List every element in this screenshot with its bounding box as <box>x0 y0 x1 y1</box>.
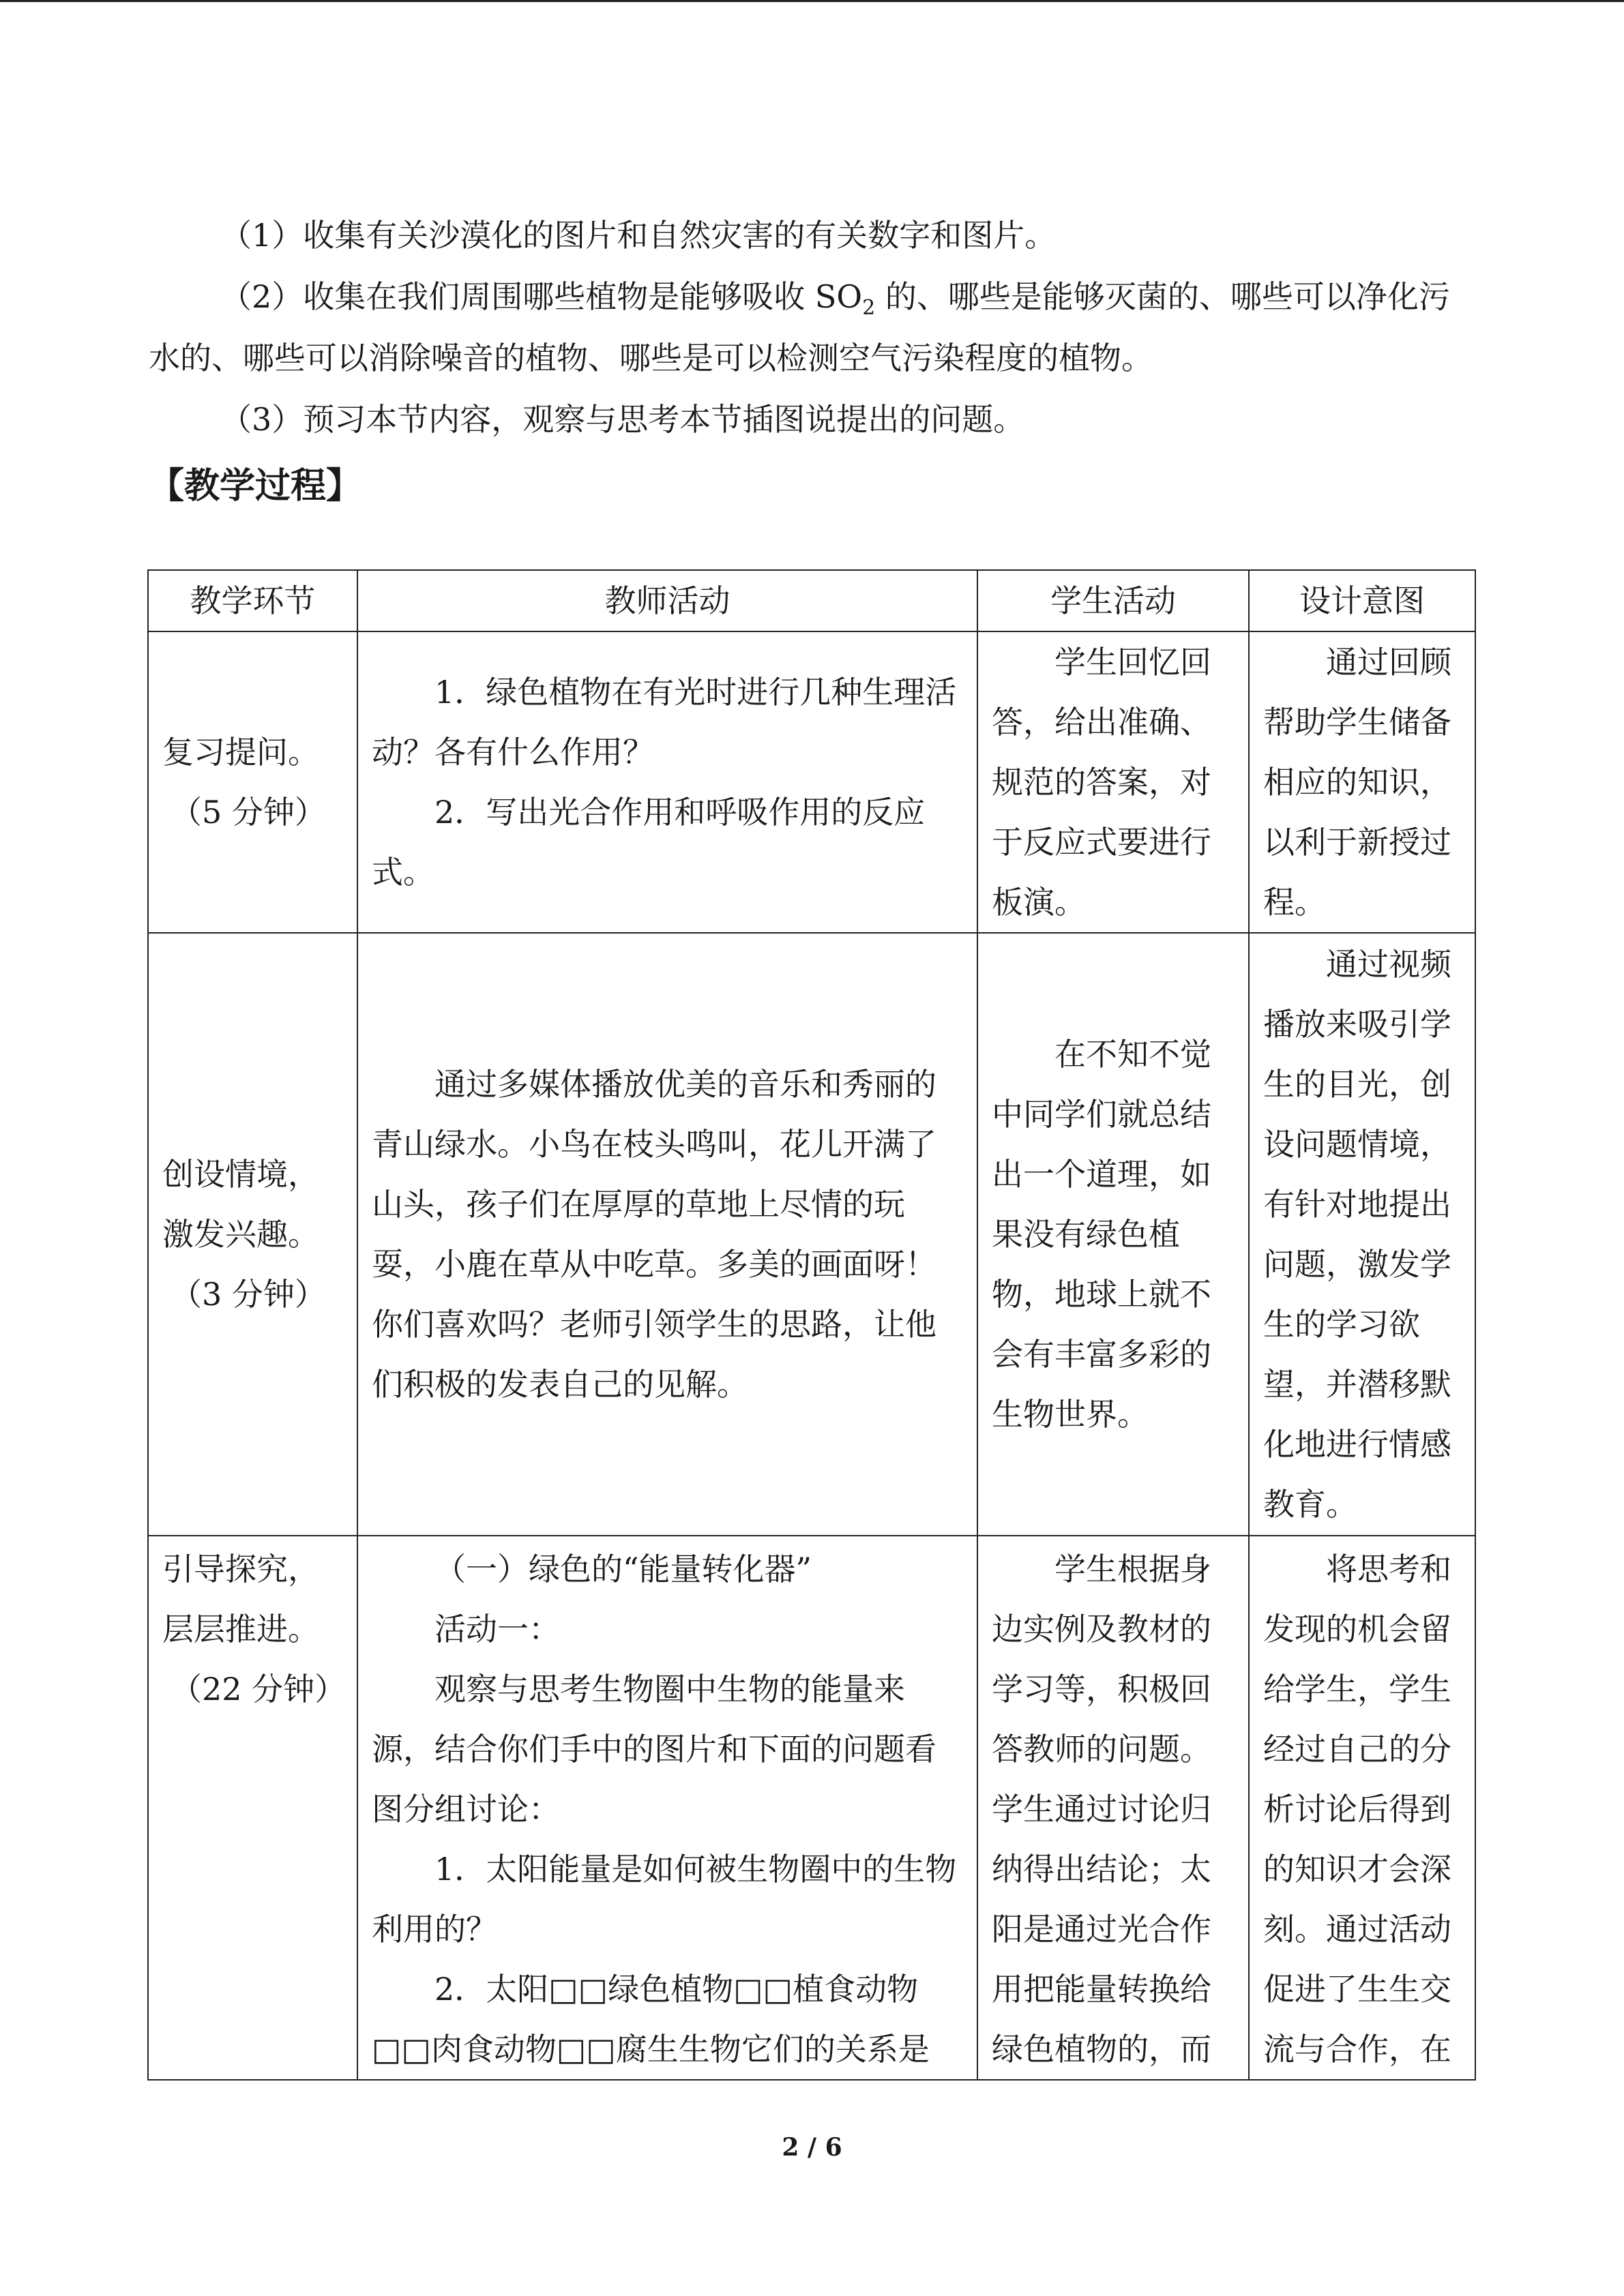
col-header-teacher: 教师活动 <box>357 570 977 631</box>
teacher-cell <box>357 1536 977 2080</box>
prep-item-1: （1）收集有关沙漠化的图片和自然灾害的有关数字和图片。 <box>220 217 1057 254</box>
teacher-paragraph: 1．太阳能量是如何被生物圈中的生物利用的？ <box>372 1851 957 1948</box>
col-header-stage: 教学环节 <box>148 570 357 631</box>
stage-line: 复习提问。 <box>162 734 319 771</box>
stage-line: 引导探究， <box>162 1551 319 1587</box>
student-cell <box>977 1536 1249 2080</box>
stage-line: 层层推进。 <box>162 1611 319 1648</box>
stage-line: （3 分钟） <box>171 1276 326 1313</box>
student-cell <box>977 933 1249 1536</box>
stage-cell <box>148 631 357 933</box>
so2-subscript: 2 <box>862 296 876 320</box>
teacher-paragraph: 通过多媒体播放优美的音乐和秀丽的青山绿水。小鸟在枝头鸣叫，花儿开满了山头，孩子们在厚厚的草地上尽情的玩耍，小鹿在草从中吃草。多美的画面呀！你们喜欢吗？老师引领学生的思路，让他们积极的发表自己的见解。 <box>372 1066 936 1403</box>
lesson-table <box>147 569 1476 2081</box>
stage-line: （5 分钟） <box>171 794 326 831</box>
student-paragraph: 学生根据身边实例及教材的学习等，积极回答教师的问题。学生通过讨论归纳得出结论；太阳是通过光合作用把能量转换给绿色植物的，而 <box>992 1551 1211 2068</box>
prep-item-2-part2: 的、哪些是能够灭菌的、哪些可以净化污水的、哪些可以消除噪音的植物、哪些是可以检测空气污染程度的植物。 <box>149 278 1450 376</box>
intent-paragraph: 通过回顾帮助学生储备相应的知识，以利于新授过程。 <box>1263 644 1451 921</box>
stage-cell <box>148 1536 357 2080</box>
section-heading: 【教学过程】 <box>149 465 362 507</box>
table-row <box>148 631 1475 933</box>
preparation-list <box>149 205 1479 450</box>
table-row <box>148 933 1475 1536</box>
stage-line: （22 分钟） <box>171 1671 346 1708</box>
col-header-student: 学生活动 <box>977 570 1249 631</box>
prep-item-2 <box>149 266 1479 389</box>
table-header-row <box>148 570 1475 631</box>
intent-cell <box>1249 1536 1475 2080</box>
intent-paragraph: 将思考和发现的机会留给学生，学生经过自己的分析讨论后得到的知识才会深刻。通过活动促进了生生交流与合作，在 <box>1263 1551 1451 2068</box>
intent-paragraph: 通过视频播放来吸引学生的目光，创设问题情境，有针对地提出问题，激发学生的学习欲望，并潜移默化地进行情感教育。 <box>1263 946 1451 1523</box>
teacher-cell <box>357 933 977 1536</box>
teacher-paragraph: （一）绿色的“能量转化器” <box>434 1551 812 1587</box>
student-paragraph: 在不知不觉中同学们就总结出一个道理，如果没有绿色植物，地球上就不会有丰富多彩的生物世界。 <box>992 1036 1211 1433</box>
so2-formula: $SO_2$ <box>814 278 876 320</box>
intent-cell <box>1249 933 1475 1536</box>
student-cell <box>977 631 1249 933</box>
page-number: 2 / 6 <box>782 2133 842 2162</box>
stage-line: 创设情境， <box>162 1156 319 1193</box>
intent-cell <box>1249 631 1475 933</box>
prep-item-2-part1: （2）收集在我们周围哪些植物是能够吸收 <box>220 278 815 315</box>
stage-cell <box>148 933 357 1536</box>
table-row <box>148 1536 1475 2080</box>
teacher-cell <box>357 631 977 933</box>
teacher-paragraph: 1．绿色植物在有光时进行几种生理活动？各有什么作用？ <box>372 674 957 771</box>
student-paragraph: 学生回忆回答，给出准确、规范的答案，对于反应式要进行板演。 <box>992 644 1211 921</box>
teacher-paragraph: 观察与思考生物圈中生物的能量来源，结合你们手中的图片和下面的问题看图分组讨论： <box>372 1671 936 1828</box>
teacher-paragraph: 2．写出光合作用和呼吸作用的反应式。 <box>372 794 926 891</box>
col-header-intent: 设计意图 <box>1249 570 1475 631</box>
stage-line: 激发兴趣。 <box>162 1216 319 1253</box>
teacher-paragraph: 活动一： <box>434 1611 560 1648</box>
prep-item-3: （3）预习本节内容，观察与思考本节插图说提出的问题。 <box>220 401 1025 438</box>
top-rule <box>0 0 1624 2</box>
teacher-paragraph: 2．太阳□□绿色植物□□植食动物□□肉食动物□□腐生生物它们的关系是 <box>372 1971 930 2068</box>
